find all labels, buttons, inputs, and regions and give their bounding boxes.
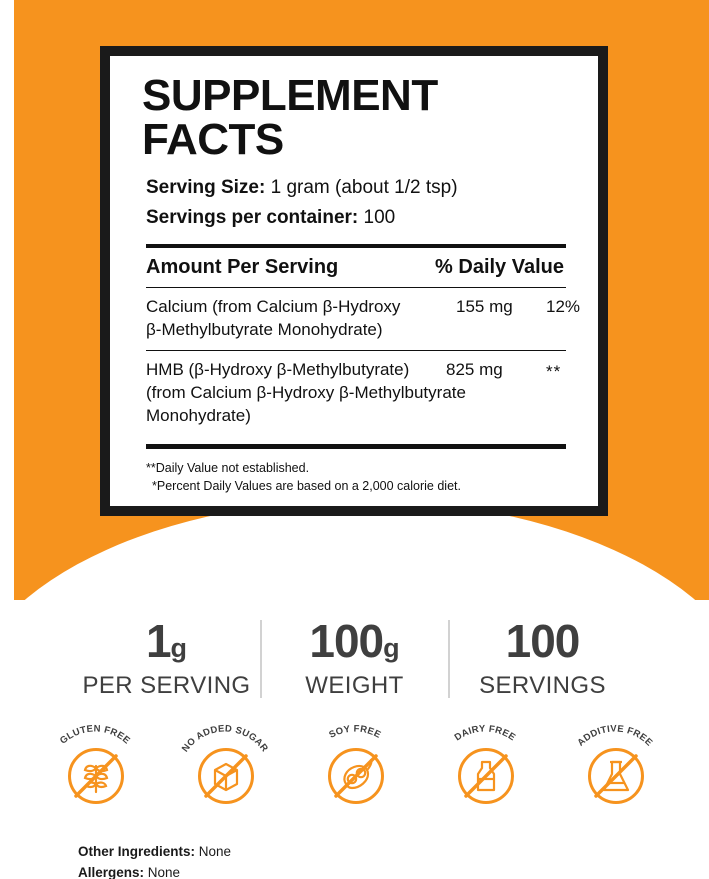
allergens-value: None (147, 864, 181, 879)
serving-size-value: 1 gram (about 1/2 tsp) (270, 177, 458, 198)
badge-soy-free (302, 722, 408, 818)
other-ingredients-label: Other Ingredients: (78, 844, 196, 859)
badge-no-added-sugar (172, 722, 278, 818)
servings-per-container-label: Servings per container: (146, 206, 359, 228)
amount-per-serving-header: Amount Per Serving (146, 256, 339, 279)
stats-row (0, 604, 709, 714)
allergens-label: Allergens: (78, 864, 145, 879)
stat-value (262, 615, 448, 667)
bottom-ingredient-text (78, 842, 231, 879)
table-row (146, 296, 581, 342)
other-ingredients-value: None (198, 844, 232, 859)
badge-label: DAIRY FREE (452, 723, 517, 744)
table-header-row (146, 256, 566, 279)
svg-text:DAIRY FREE (452, 723, 517, 743)
badge-label: SOY FREE (326, 723, 383, 741)
stat-label: WEIGHT (305, 672, 404, 699)
nutrient-name-line1: HMB (β-Hydroxy β-Methylbutyrate) (146, 359, 410, 379)
left-white-margin (0, 0, 14, 600)
prohibition-slash (198, 748, 254, 804)
serving-size-label: Serving Size: (146, 177, 266, 198)
nutrient-name-line2: β-Methylbutyrate Monohydrate) (146, 320, 383, 340)
badge-label: GLUTEN FREE (57, 723, 132, 747)
stat-servings (450, 615, 636, 700)
stat-weight (262, 615, 448, 700)
footnotes (146, 459, 566, 497)
stat-unit: g (383, 633, 400, 663)
nutrient-name-line2: (from Calcium β-Hydroxy β-Methylbutyrate Monohydrate) (146, 382, 466, 425)
svg-text:ADDITIVE FREE (575, 723, 654, 748)
rule-between-rows (146, 350, 566, 351)
daily-value-header: % Daily Value (435, 256, 564, 279)
supplement-facts-inner (110, 56, 598, 506)
rule-under-header (146, 287, 566, 288)
badge-additive-free (562, 722, 668, 818)
badge-gluten-free (42, 722, 148, 818)
svg-text:SOY FREE (327, 723, 382, 740)
prohibition-slash (68, 748, 124, 804)
footnote-percent-daily-values: *Percent Daily Values are based on a 2,000 calorie diet. (152, 479, 461, 494)
rule-thick-top (146, 244, 566, 249)
badge-label: ADDITIVE FREE (574, 723, 655, 749)
nutrient-name-line1: Calcium (from Calcium β-Hydroxy (146, 297, 401, 317)
stat-number: 1 (145, 615, 171, 667)
allergens-line (78, 863, 231, 879)
stat-label: PER SERVING (82, 672, 251, 699)
footnote-daily-value-not-established: **Daily Value not established. (146, 460, 310, 475)
nutrient-daily-value: ** (546, 361, 562, 381)
stat-value (450, 615, 636, 667)
stat-number: 100 (505, 615, 580, 667)
stat-label: SERVINGS (479, 672, 606, 699)
nutrient-amount: 155 mg (456, 297, 513, 317)
table-row (146, 359, 566, 428)
supplement-facts-panel (100, 46, 608, 516)
prohibition-slash (588, 748, 644, 804)
prohibition-slash (458, 748, 514, 804)
badge-dairy-free (432, 722, 538, 818)
svg-text:GLUTEN FREE (57, 723, 131, 746)
prohibition-slash (328, 748, 384, 804)
nutrient-daily-value: 12% (546, 297, 581, 317)
supplement-facts-title: SUPPLEMENT FACTS (142, 71, 438, 164)
servings-per-container-line (146, 206, 580, 230)
stat-unit: g (170, 633, 188, 663)
stat-number: 100 (309, 615, 384, 667)
nutrient-amount: 825 mg (446, 359, 503, 379)
other-ingredients-line (78, 842, 231, 863)
rule-thick-bottom (146, 444, 566, 449)
servings-per-container-value: 100 (363, 206, 396, 228)
serving-size-line (146, 176, 580, 200)
badge-label: NO ADDED SUGAR (179, 723, 270, 755)
certification-badges (0, 722, 709, 818)
stat-value (74, 615, 260, 667)
stat-per-serving (74, 615, 260, 700)
